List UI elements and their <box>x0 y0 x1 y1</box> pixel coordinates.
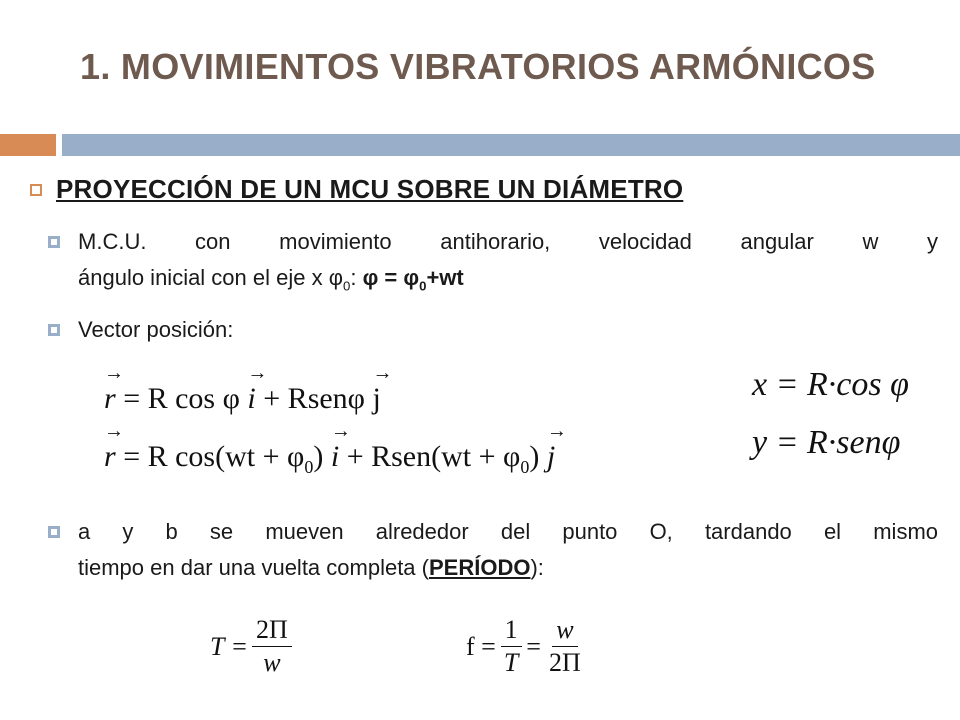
bullet-position-vector <box>48 312 938 348</box>
square-bullet-icon <box>48 526 60 538</box>
bullet-mcu <box>48 224 938 304</box>
bullet-mcu-line2: ángulo inicial con el eje x $\varphi_0$: $\varphi = \varphi_0+wt$ <box>78 265 464 294</box>
bullet-period-line2: tiempo en dar una vuelta completa (PERÍODO): <box>78 555 544 580</box>
square-bullet-icon <box>48 324 60 336</box>
slide-title: 1. MOVIMIENTOS VIBRATORIOS ARMÓNICOS <box>80 46 876 87</box>
heading-item <box>30 174 683 205</box>
equation-vector-1: → r = R cos φ → i + Rsenφ → j <box>104 382 381 416</box>
bullet-period <box>48 514 938 586</box>
equation-period: T = $\frac{2\Pi}{w}$ <box>210 614 296 679</box>
frequency-fraction-2: $\frac{w}{2\Pi}$ <box>548 615 581 677</box>
accent-bar-blue <box>62 134 960 156</box>
equation-vector-2: → r = R $\cos(wt + \varphi_0) \to i$ + Rsen(wt + $\varphi_0) \to j$ <box>104 440 555 478</box>
section-heading: PROYECCIÓN DE UN MCU SOBRE UN DIÁMETRO <box>56 174 684 204</box>
equation-y: y = R·senφ <box>752 424 901 461</box>
square-bullet-icon <box>48 236 60 248</box>
period-fraction: $\frac{2\Pi}{w}$ <box>252 614 292 679</box>
frequency-fraction-1: $\frac{1}{T}$ <box>500 614 522 679</box>
bullet-period-line1: a y b se mueven alrededor del punto O, tardando el mismo <box>78 519 938 544</box>
equation-x: x = R·cos φ <box>752 366 909 403</box>
square-bullet-icon <box>30 184 42 196</box>
equation-frequency: f = $\frac{1}{T}$ = $\frac{w}{2\Pi}$ <box>466 614 589 679</box>
bullet-mcu-line1: M.C.U. con movimiento antihorario, velocidad angular w y <box>78 229 938 254</box>
accent-bar-orange <box>0 134 56 156</box>
bullet-position-text: Vector posición: <box>78 317 234 342</box>
